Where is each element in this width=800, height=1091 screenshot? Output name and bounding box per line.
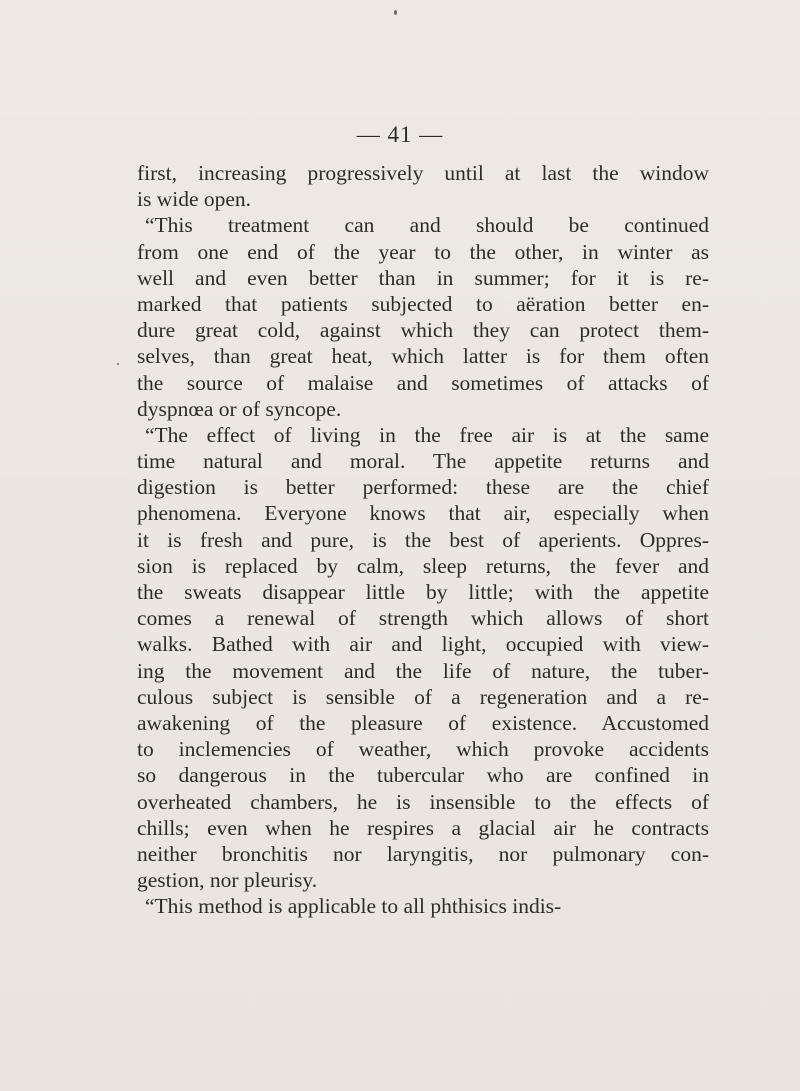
text-line: awakening of the pleasure of existence. Accustomed [137,710,709,735]
text-line: “This method is applicable to all phthisics indis- [145,894,562,919]
text-line: to inclemencies of weather, which provoke accidents [137,737,709,762]
text-line: neither bronchitis nor laryngitis, nor pulmonary con- [137,841,709,866]
text-line: from one end of the year to the other, in winter as [137,239,709,264]
text-line: selves, than great heat, which latter is for them often [137,344,709,369]
text-line: “This treatment can and should be continued [145,213,709,238]
text-line: phenomena. Everyone knows that air, especially when [137,501,709,526]
text-line: dyspnœa or of syncope. [137,396,342,421]
text-line: so dangerous in the tubercular who are confined in [137,763,709,788]
text-line: gestion, nor pleurisy. [137,868,318,893]
text-line: well and even better than in summer; for it is re- [137,265,709,290]
text-line: marked that patients subjected to aëration better en- [137,291,709,316]
page-number: — 41 — [356,122,444,147]
text-line: the source of malaise and sometimes of attacks of [137,370,709,395]
text-line: overheated chambers, he is insensible to the effects of [137,789,709,814]
text-line: dure great cold, against which they can protect them- [137,318,709,343]
text-line: chills; even when he respires a glacial air he contracts [137,815,709,840]
text-line: “The effect of living in the free air is at the same [145,422,709,447]
text-line: comes a renewal of strength which allows of short [137,606,709,631]
text-line: first, increasing progressively until at last the window [137,161,709,185]
text-line: the sweats disappear little by little; with the appetite [137,580,709,604]
text-line: it is fresh and pure, is the best of aperients. Oppres- [137,527,709,552]
text-line: sion is replaced by calm, sleep returns, the fever and [137,553,709,578]
ink-speck [394,10,397,15]
text-line: culous subject is sensible of a regeneration and a re- [137,684,709,709]
text-line: ing the movement and the life of nature, the tuber- [137,658,709,683]
text-line: walks. Bathed with air and light, occupied with view- [137,632,709,657]
body-text [137,160,709,919]
text-line: digestion is better performed: these are the chief [137,475,709,500]
ink-speck [117,363,119,365]
text-line: is wide open. [137,187,252,212]
text-line: time natural and moral. The appetite returns and [137,449,709,474]
